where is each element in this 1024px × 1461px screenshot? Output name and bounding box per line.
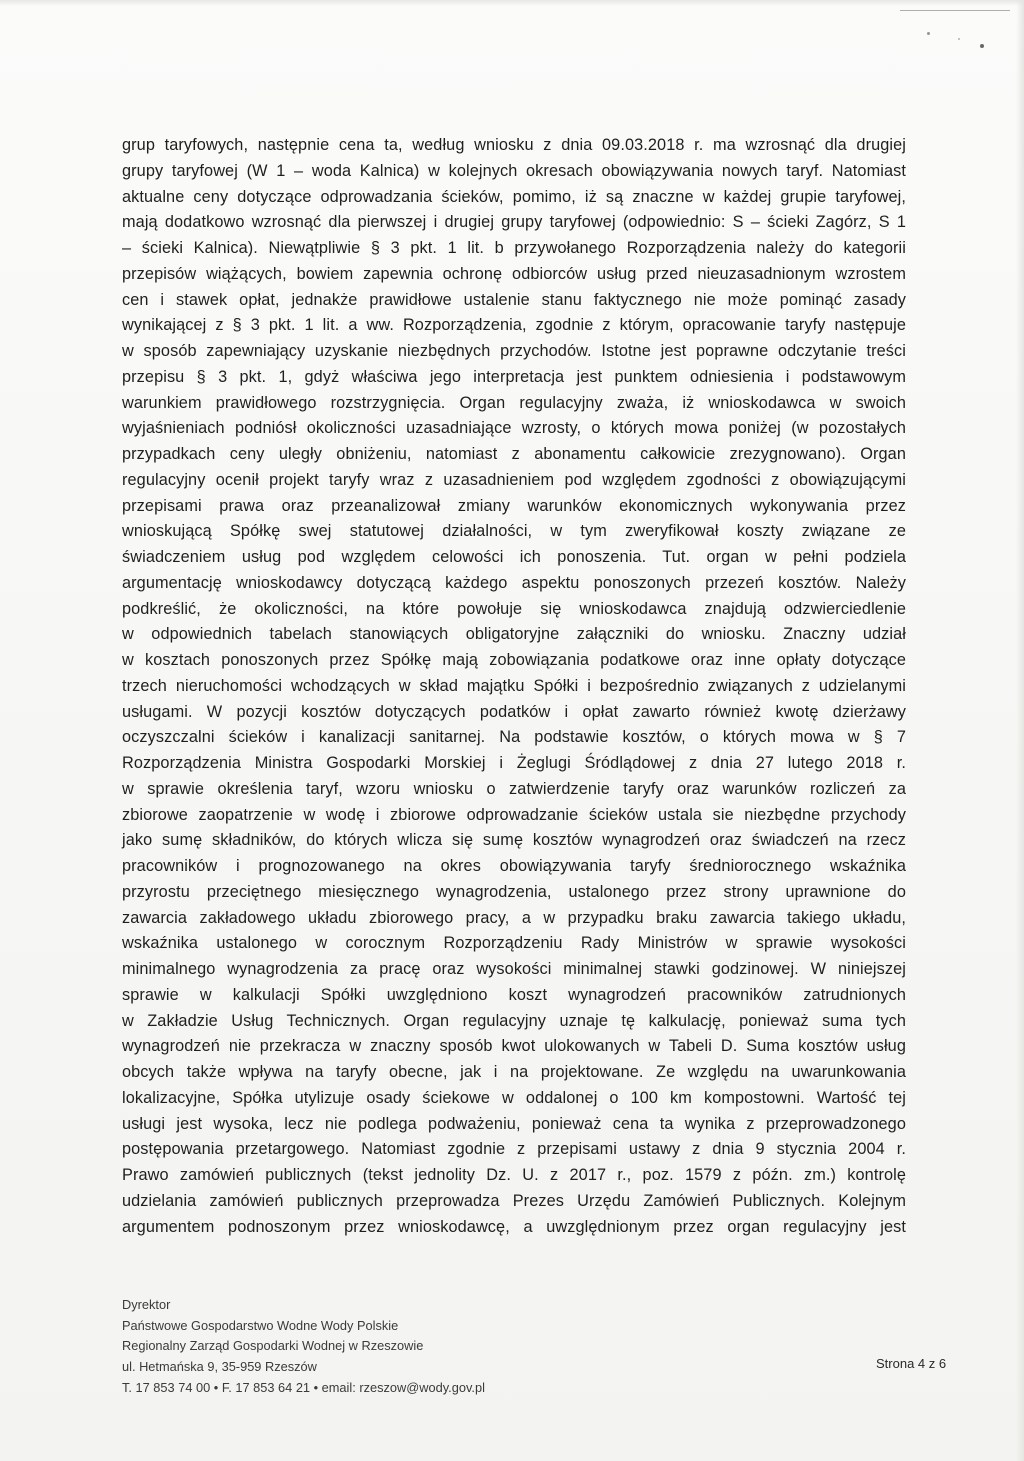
footer-contact: T. 17 853 74 00 • F. 17 853 64 21 • email: rzeszow@wody.gov.pl: [122, 1379, 485, 1395]
paragraph-line: w kosztach ponoszonych przez Spółkę mają zobowiązania podatkowe oraz inne opłaty dotyczące: [122, 651, 906, 669]
paragraph-line: przepisów wiążących, bowiem zapewnia ochronę odbiorców usług przed nieuzasadnionym wzrostem: [122, 264, 906, 283]
paragraph-line: wnioskującą Spółkę swej statutowej działalności, w tym zweryfikował koszty związane ze: [122, 522, 906, 541]
paragraph-line: świadczeniem usług pod względem celowości ich ponoszenia. Tut. organ w pełni podziela: [122, 548, 906, 566]
footer-organization: Państwowe Gospodarstwo Wodne Wody Polskie: [122, 1317, 399, 1333]
paragraph-line: w sprawie określenia taryf, wzoru wniosku o zatwierdzenie taryfy oraz warunków rozliczeń za: [122, 779, 906, 798]
scan-edge-right: [1016, 0, 1024, 1461]
paragraph-line: Prawo zamówień publicznych (tekst jednolity Dz. U. z 2017 r., poz. 1579 z późn. zm.) kontrolę: [122, 1166, 906, 1184]
paragraph-line: regulacyjny ocenił projekt taryfy wraz z uzasadnieniem pod względem zgodności z obowiązującymi: [122, 470, 906, 489]
paragraph-line: przypadkach ceny uległy obniżeniu, natomiast z abonamentu całkowicie zrezygnowano). Organ: [122, 445, 906, 463]
paragraph-line: sprawie w kalkulacji Spółki uwzględniono koszt wynagrodzeń pracowników zatrudnionych: [122, 985, 906, 1004]
paragraph-line: cen i stawek opłat, jednakże prawidłowe ustalenie stanu faktycznego nie może pominąć zasady: [122, 290, 906, 309]
corner-scan-line: [900, 10, 1010, 11]
paragraph-line: argumentację wnioskodawcy dotyczącą każdego aspektu ponoszonych przezeń kosztów. Należy: [122, 573, 906, 592]
paragraph-line: zawarcia zakładowego układu zbiorowego pracy, a w przypadku braku zawarcia takiego układu,: [122, 908, 906, 927]
paragraph-line: przepisami prawa oraz przeanalizował zmiany warunków ekonomicznych wykonywania przez: [122, 496, 906, 515]
paragraph-line: trzech nieruchomości wchodzących w skład majątku Spółki i bezpośrednio związanych z udzielanymi: [122, 676, 906, 695]
paragraph-line: w Zakładzie Usług Technicznych. Organ regulacyjny uznaje tę kalkulację, ponieważ suma tych: [122, 1011, 906, 1030]
scan-speck: [958, 38, 960, 40]
page-number: Strona 4 z 6: [876, 1356, 947, 1371]
footer-title: Dyrektor: [122, 1297, 171, 1312]
paragraph-line: minimalnego wynagrodzenia za pracę oraz wysokości minimalnej stawki godzinowej. W niniejszej: [122, 960, 906, 978]
paragraph-line: warunkiem prawidłowego rozstrzygnięcia. Organ regulacyjny zważa, iż wnioskodawca w swoich: [122, 393, 906, 412]
scan-edge-top: [0, 0, 1024, 6]
footer-office: Regionalny Zarząd Gospodarki Wodnej w Rzeszowie: [122, 1338, 424, 1354]
paragraph-line: podkreślić, że okoliczności, na które powołuje się wnioskodawca znajdują odzwierciedlenie: [122, 599, 906, 618]
paragraph-line: grupy taryfowej (W 1 – woda Kalnica) w kolejnych okresach obowiązywania nowych taryf. Natomiast: [122, 161, 906, 180]
paragraph-line: Rozporządzenia Ministra Gospodarki Morskiej i Żeglugi Śródlądowej z dnia 27 lutego 2018 r.: [122, 754, 906, 772]
footer-address-block: [122, 1295, 622, 1399]
paragraph-line: usługi jest wysoka, lecz nie podlega podważeniu, ponieważ cena ta wynika z przeprowadzonego: [122, 1114, 906, 1133]
paragraph-line: przyrostu przeciętnego miesięcznego wynagrodzenia, ustalonego przez strony uprawnione do: [122, 882, 906, 901]
paragraph-line: przepisu § 3 pkt. 1, gdyż właściwa jego interpretacja jest punktem odniesienia i podstawowym: [122, 367, 906, 386]
paragraph-line: zbiorowe zaopatrzenie w wodę i zbiorowe odprowadzanie ścieków ustala sie niezbędne przychody: [122, 805, 906, 824]
paragraph-line: oczyszczalni ścieków i kanalizacji sanitarnej. Na podstawie kosztów, o których mowa w § 7: [122, 728, 906, 747]
paragraph-line: argumentem podnoszonym przez wnioskodawcę, a uwzględnionym przez organ regulacyjny jest: [122, 1217, 906, 1236]
paragraph-line: aktualne ceny dotyczące odprowadzania ścieków, pomimo, iż są znaczne w każdej grupie taryfowej,: [122, 187, 906, 206]
paragraph-line: – ścieki Kalnica). Niewątpliwie § 3 pkt. 1 lit. b przywołanego Rozporządzenia należy do kategorii: [122, 239, 906, 257]
paragraph-line: wyjaśnieniach podniósł okoliczności uzasadniające wzrosty, o których mowa poniżej (w pozostałych: [122, 419, 906, 438]
paragraph-line: postępowania przetargowego. Natomiast zgodnie z przepisami ustawy z dnia 9 stycznia 2004 r.: [122, 1140, 906, 1159]
paragraph-line: pracowników i prognozowanego na okres obowiązywania taryfy średniorocznego wskaźnika: [122, 857, 906, 875]
paragraph-line: grup taryfowych, następnie cena ta, według wniosku z dnia 09.03.2018 r. ma wzrosnąć dla drugiej: [122, 136, 906, 154]
scan-speck: [980, 44, 984, 48]
paragraph-line: udzielania zamówień publicznych przeprowadza Prezes Urzędu Zamówień Publicznych. Kolejnym: [122, 1191, 906, 1210]
paragraph-line: lokalizacyjne, Spółka utylizuje osady ściekowe w oddalonej o 100 km kompostowni. Wartość tej: [122, 1088, 906, 1107]
paragraph-line: w sposób zapewniający uzyskanie niezbędnych przychodów. Istotne jest poprawne odczytanie treści: [122, 342, 906, 360]
paragraph-line: w odpowiednich tabelach stanowiących obligatoryjne załączniki do wniosku. Znaczny udział: [122, 625, 906, 644]
footer-address: ul. Hetmańska 9, 35-959 Rzeszów: [122, 1359, 317, 1375]
paragraph-line: wynagrodzeń nie przekracza w znaczny sposób kwot ulokowanych w Tabeli D. Suma kosztów usług: [122, 1037, 906, 1056]
paragraph-line: mają dodatkowo wzrosnąć dla pierwszej i drugiej grupy taryfowej (odpowiednio: S – ścieki Zagórz, S 1: [122, 213, 906, 232]
scan-speck: [927, 32, 930, 35]
paragraph-line: usługami. W pozycji kosztów dotyczących podatków i opłat zawarto również kwotę dzierżawy: [122, 702, 906, 721]
paragraph-line: wskaźnika ustalonego w corocznym Rozporządzeniu Rady Ministrów w sprawie wysokości: [122, 934, 906, 953]
body-paragraph: [122, 133, 906, 1240]
paragraph-line: wynikającej z § 3 pkt. 1 lit. a ww. Rozporządzenia, zgodnie z którym, opracowanie taryfy następuje: [122, 316, 906, 335]
paragraph-line: jako sumę składników, do których wlicza się sumę kosztów wynagrodzeń oraz świadczeń na rzecz: [122, 831, 906, 850]
paragraph-line: obcych także wpływa na taryfy obecne, jak i na projektowane. Ze względu na uwarunkowania: [122, 1063, 906, 1081]
